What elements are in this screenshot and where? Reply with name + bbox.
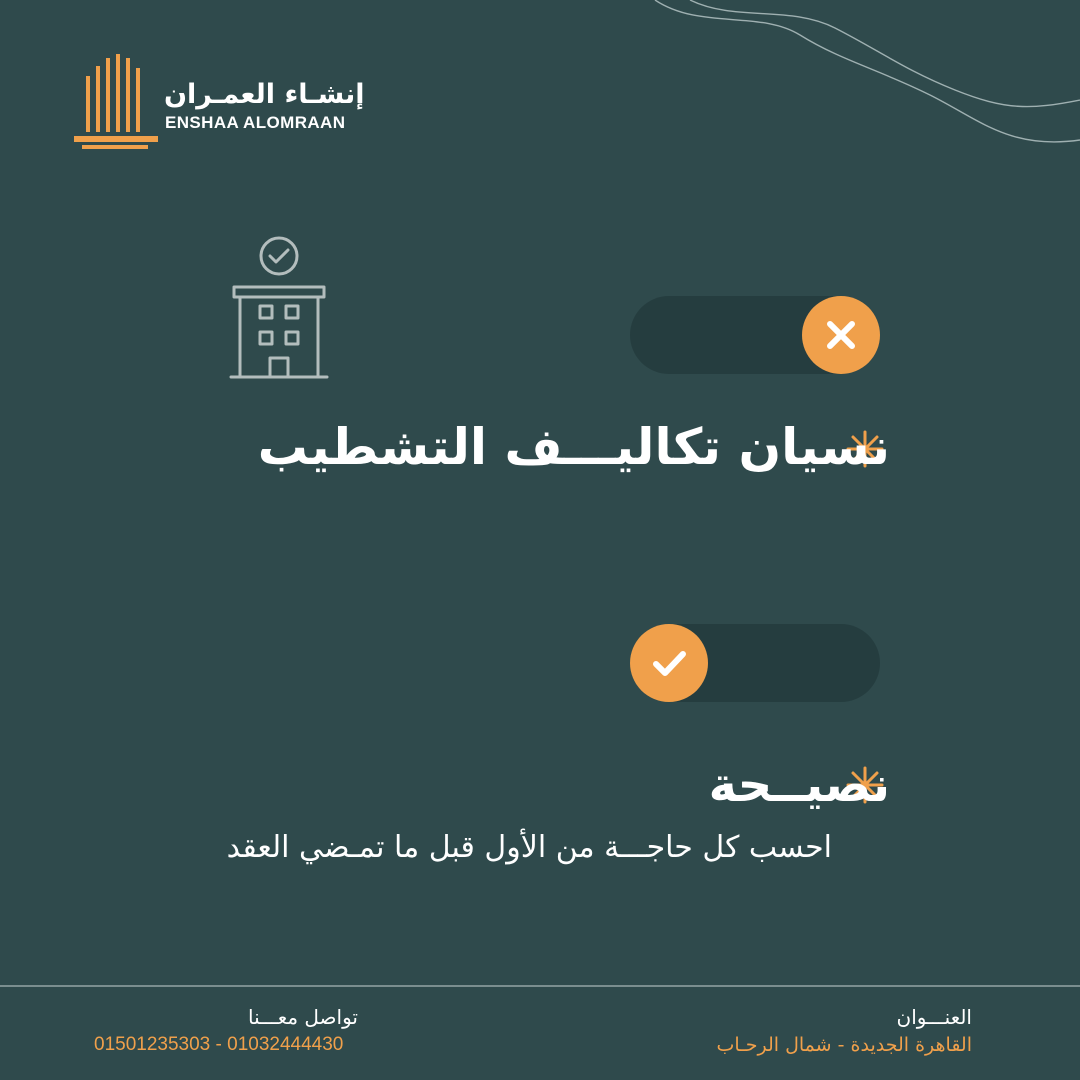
building-check-icon: [226, 232, 332, 384]
close-icon: [802, 296, 880, 374]
tip-title-row: [709, 752, 890, 818]
brand-name-english: ENSHAA ALOMRAAN: [165, 113, 346, 132]
advice-toggle[interactable]: [630, 624, 880, 702]
brand-name-arabic: إنشـاء العمـران: [164, 79, 365, 110]
mistake-title-row: [258, 412, 890, 482]
brand-logo: [72, 52, 372, 152]
toggle-knob-on: [630, 624, 708, 702]
contact-phone-numbers[interactable]: 01501235303 - 01032444430: [94, 1034, 344, 1055]
tip-body-text: احسب كل حاجـــة من الأول قبل ما تمـضي العقد: [226, 830, 832, 865]
tip-title: نصيــحة: [708, 757, 890, 813]
building-columns-logo-icon: [72, 52, 160, 152]
check-icon: [630, 624, 708, 702]
footer-divider: [0, 985, 1080, 987]
contact-label: تواصل معـــنا: [247, 1005, 358, 1029]
mistake-title: نسيان تكاليـــف التشطيب: [257, 418, 890, 476]
address-label: العنـــوان: [896, 1005, 972, 1029]
toggle-knob-off: [802, 296, 880, 374]
mistake-toggle[interactable]: [630, 296, 880, 374]
address-value: القاهرة الجديدة - شمال الرحـاب: [716, 1034, 972, 1056]
